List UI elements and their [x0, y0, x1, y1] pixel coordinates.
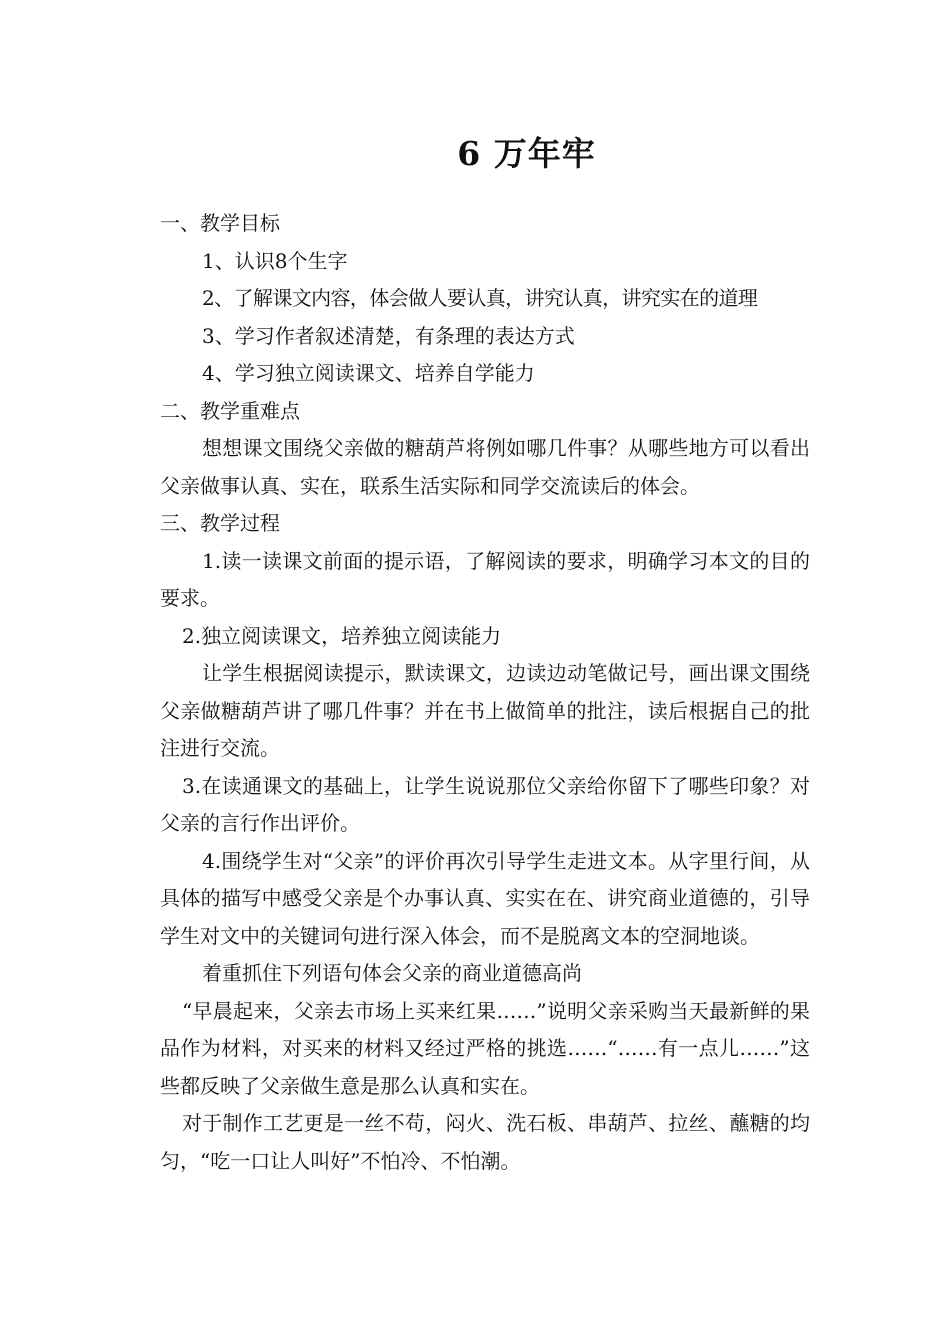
document-title: 6 万年牢 [457, 134, 596, 173]
process-step-1: 1.读一读课文前面的提示语，了解阅读的要求，明确学习本文的目的要求。 [160, 548, 810, 610]
document-body [160, 205, 810, 1180]
section-heading-key-points: 二、教学重难点 [160, 398, 300, 423]
focus-sentence-intro: 着重抓住下列语句体会父亲的商业道德高尚 [202, 961, 582, 985]
key-points-paragraph: 想想课文围绕父亲做的糖葫芦将例如哪几件事？从哪些地方可以看出父亲做事认真、实在，联系生活实际和同学交流读后的体会。 [160, 436, 810, 498]
focus-sentence-analysis-2: 对于制作工艺更是一丝不苟，闷火、洗石板、串葫芦、拉丝、蘸糖的均匀，“吃一口让人叫好”不怕冷、不怕潮。 [160, 1111, 810, 1173]
goal-item-2: 2、了解课文内容，体会做人要认真，讲究认真，讲究实在的道理 [202, 286, 758, 310]
goal-item-1: 1、认识8个生字 [202, 248, 348, 273]
section-heading-process: 三、教学过程 [160, 511, 280, 535]
goal-item-4: 4、学习独立阅读课文、培养自学能力 [202, 361, 535, 385]
goal-item-3: 3、学习作者叙述清楚，有条理的表达方式 [202, 323, 575, 348]
process-step-2: 2.独立阅读课文，培养独立阅读能力 [182, 623, 502, 648]
process-step-2-detail: 让学生根据阅读提示，默读课文，边读边动笔做记号，画出课文围绕父亲做糖葫芦讲了哪几件事？并在书上做简单的批注，读后根据自己的批注进行交流。 [160, 661, 810, 760]
focus-sentence-analysis-1: “早晨起来，父亲去市场上买来红果……”说明父亲采购当天最新鲜的果品作为材料，对买来的材料又经过严格的挑选……“……有一点儿……”这些都反映了父亲做生意是那么认真和实在。 [160, 998, 810, 1098]
section-heading-goals: 一、教学目标 [160, 211, 280, 235]
process-step-4: 4.围绕学生对“父亲”的评价再次引导学生走进文本。从字里行间，从具体的描写中感受父亲是个办事认真、实实在在、讲究商业道德的，引导学生对文中的关键词句进行深入体会，而不是脱离文本的空洞地谈。 [160, 848, 810, 948]
process-step-3: 3.在读通课文的基础上，让学生说说那位父亲给你留下了哪些印象？对父亲的言行作出评价。 [160, 773, 810, 835]
